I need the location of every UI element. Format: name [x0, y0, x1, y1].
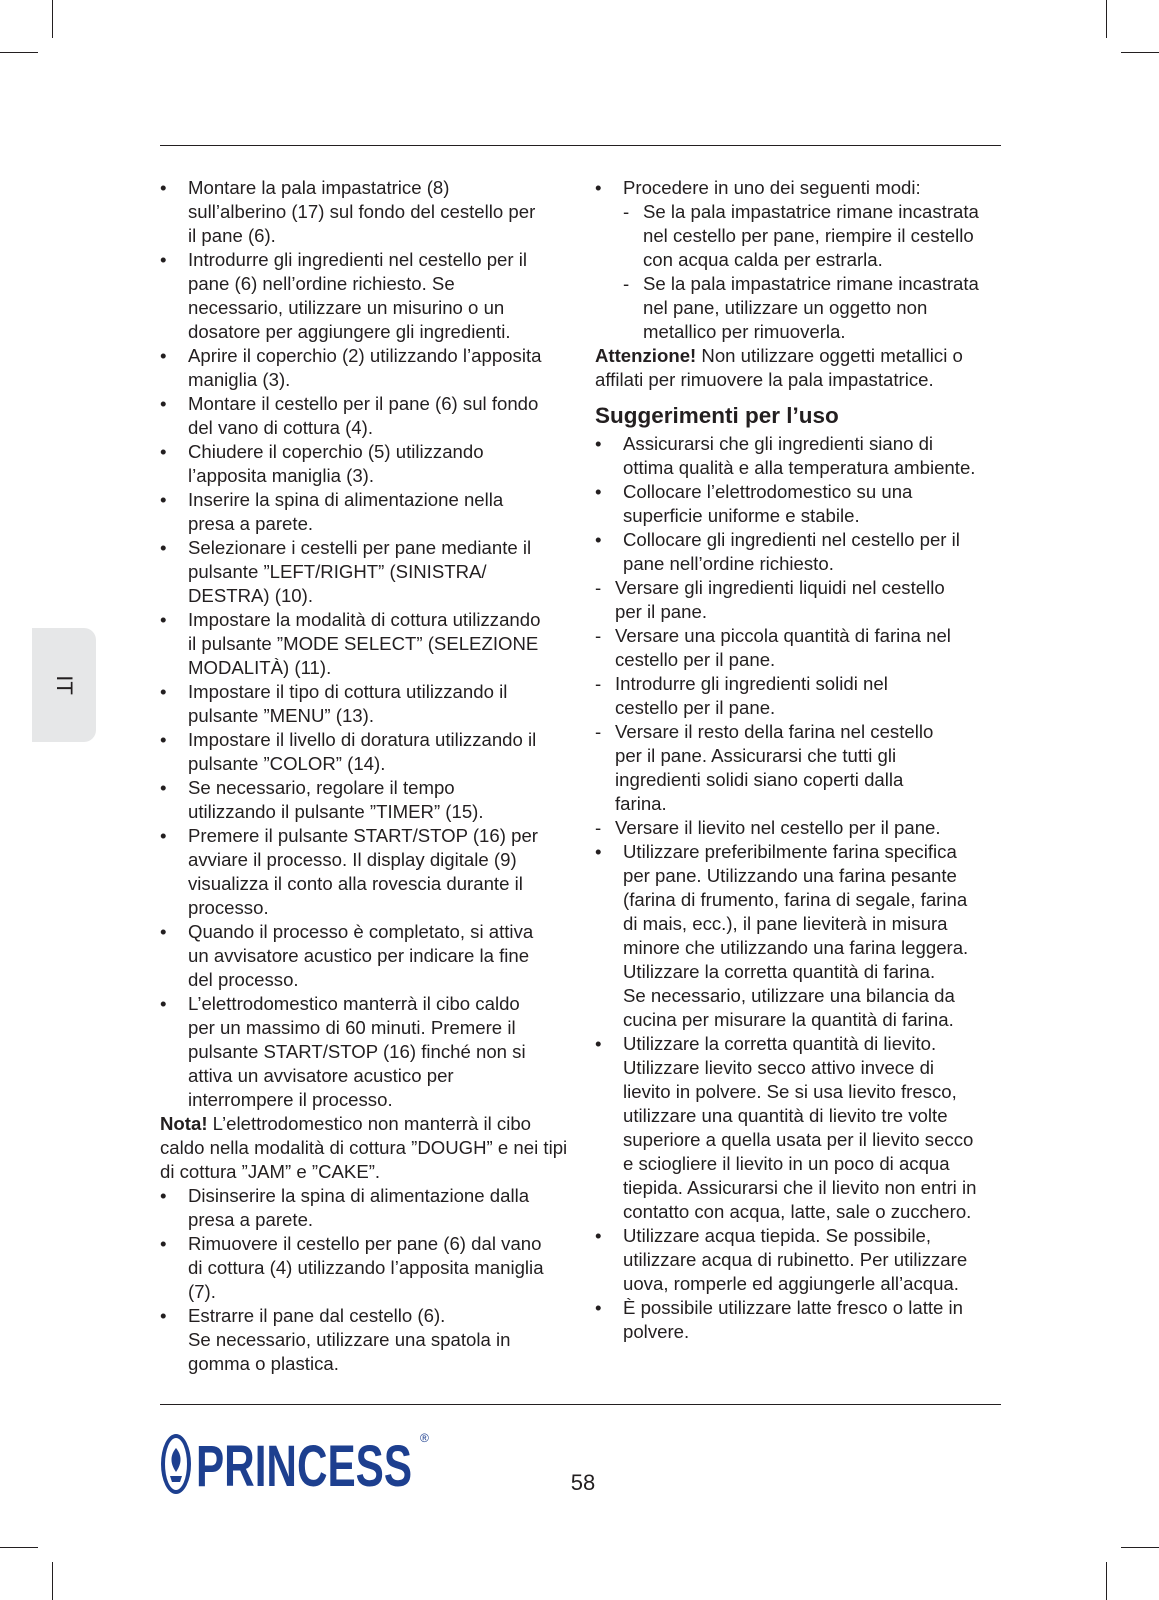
list-item: [160, 728, 570, 776]
crop-mark: [0, 1547, 38, 1548]
dash-marker: -: [595, 721, 602, 742]
warning-paragraph: [595, 344, 1005, 392]
dash-marker: -: [595, 577, 602, 598]
bullet-marker: •: [160, 921, 167, 942]
list-item-text: Versare il resto della farina nel cestello per il pane. Assicurarsi che tutti gli ingredienti solidi siano coperti dalla farina.: [615, 721, 934, 814]
list-item: [595, 480, 1005, 528]
crop-mark: [52, 0, 53, 38]
list-item-text: Introdurre gli ingredienti nel cestello per il pane (6) nell’ordine richiesto. Se necessario, utilizzare un misurino o un dosatore per aggiungere gli ingredienti.: [188, 249, 527, 342]
list-item: [160, 344, 570, 392]
sub-list-item: [595, 720, 1005, 816]
list-item: [160, 392, 570, 440]
bullet-marker: •: [160, 993, 167, 1014]
list-item-text: Procedere in uno dei seguenti modi:: [623, 177, 921, 198]
list-item-text: Quando il processo è completato, si attiva un avvisatore acustico per indicare la fine del processo.: [188, 921, 534, 990]
page-number: 58: [570, 1470, 596, 1495]
list-item-text: Versare il lievito nel cestello per il pane.: [615, 817, 941, 838]
list-item-text: Montare il cestello per il pane (6) sul fondo del vano di cottura (4).: [188, 393, 539, 438]
list-item: [160, 1304, 570, 1376]
note-paragraph: [160, 1112, 570, 1184]
list-item-text: Se la pala impastatrice rimane incastrata nel cestello per pane, riempire il cestello con acqua calda per estrarla.: [643, 201, 979, 270]
list-item-text: Impostare il livello di doratura utilizzando il pulsante ”COLOR” (14).: [188, 729, 537, 774]
list-item-text: Collocare l’elettrodomestico su una superficie uniforme e stabile.: [623, 481, 913, 526]
list-item: [160, 248, 570, 344]
list-item: [595, 1224, 1005, 1296]
bottom-rule: [160, 1404, 1001, 1405]
tips-list: [595, 432, 1005, 576]
bullet-marker: •: [160, 777, 167, 798]
list-item: [595, 528, 1005, 576]
sub-list-item: [595, 816, 1005, 840]
list-item-text: Chiudere il coperchio (5) utilizzando l’apposita maniglia (3).: [188, 441, 484, 486]
list-item-text: Impostare il tipo di cottura utilizzando il pulsante ”MENU” (13).: [188, 681, 508, 726]
warning-label: Attenzione!: [595, 345, 697, 366]
list-item-text: Estrarre il pane dal cestello (6). Se necessario, utilizzare una spatola in gomma o plastica.: [188, 1305, 511, 1374]
sub-list-item: [595, 576, 1005, 624]
dash-marker: -: [623, 201, 630, 222]
list-item: [160, 608, 570, 680]
sub-list-item: [623, 272, 1005, 344]
bullet-marker: •: [595, 177, 602, 198]
bullet-marker: •: [160, 825, 167, 846]
sub-list-item: [595, 672, 1005, 720]
list-item-text: Collocare gli ingredienti nel cestello per il pane nell’ordine richiesto.: [623, 529, 960, 574]
crop-mark: [1121, 1547, 1159, 1548]
left-column: [160, 176, 570, 1376]
bullet-marker: •: [160, 537, 167, 558]
bullet-marker: •: [595, 1297, 602, 1318]
section-heading: Suggerimenti per l’uso: [595, 403, 839, 428]
tips-sub-list: [595, 576, 1005, 840]
crown-emblem-icon: [161, 1434, 191, 1494]
list-item-text: Inserire la spina di alimentazione nella presa a parete.: [188, 489, 504, 534]
list-item: [160, 536, 570, 608]
list-item-text: Aprire il coperchio (2) utilizzando l’apposita maniglia (3).: [188, 345, 542, 390]
bullet-marker: •: [160, 249, 167, 270]
bullet-marker: •: [595, 1225, 602, 1246]
language-tab-label: IT: [52, 675, 77, 695]
dash-marker: -: [595, 673, 602, 694]
bullet-marker: •: [595, 529, 602, 550]
list-item: [160, 824, 570, 920]
dash-marker: -: [623, 273, 630, 294]
registered-mark: ®: [420, 1431, 429, 1445]
list-item-text: È possibile utilizzare latte fresco o latte in polvere.: [623, 1297, 964, 1342]
list-item-text: Premere il pulsante START/STOP (16) per avviare il processo. Il display digitale (9) visualizza il conto alla rovescia durante il processo.: [188, 825, 538, 918]
list-item-text: Versare gli ingredienti liquidi nel cestello per il pane.: [615, 577, 945, 622]
list-item: [595, 1296, 1005, 1344]
list-item-text: Selezionare i cestelli per pane mediante il pulsante ”LEFT/RIGHT” (SINISTRA/ DESTRA) (10).: [188, 537, 532, 606]
list-item-text: Impostare la modalità di cottura utilizzando il pulsante ”MODE SELECT” (SELEZIONE MODALITÀ) (11).: [188, 609, 541, 678]
list-item-text: Se necessario, regolare il tempo utilizzando il pulsante ”TIMER” (15).: [188, 777, 484, 822]
top-rule: [160, 145, 1001, 146]
bullet-marker: •: [160, 681, 167, 702]
brand-wordmark: PRINCESS: [196, 1434, 412, 1499]
princess-logo: [158, 1428, 440, 1500]
crop-mark: [1106, 0, 1107, 38]
bullet-marker: •: [160, 1305, 167, 1326]
bullet-marker: •: [160, 441, 167, 462]
crop-mark: [0, 52, 38, 53]
note-text: L’elettrodomestico non manterrà il cibo caldo nella modalità di cottura ”DOUGH” e nei tipi di cottura ”JAM” e ”CAKE”.: [160, 1113, 568, 1182]
bullet-marker: •: [595, 481, 602, 502]
list-item-text: Disinserire la spina di alimentazione dalla presa a parete.: [188, 1185, 530, 1230]
list-item-text: Rimuovere il cestello per pane (6) dal vano di cottura (4) utilizzando l’apposita maniglia (7).: [188, 1233, 544, 1302]
bullet-marker: •: [160, 177, 167, 198]
list-item: [160, 776, 570, 824]
sub-list-item: [623, 200, 1005, 272]
list-item: [160, 1184, 570, 1232]
list-item-text: Assicurarsi che gli ingredienti siano di ottima qualità e alla temperatura ambiente.: [623, 433, 976, 478]
bullet-marker: •: [160, 1233, 167, 1254]
crop-mark: [52, 1562, 53, 1600]
sub-list: [623, 200, 1005, 344]
list-item-text: Utilizzare preferibilmente farina specifica per pane. Utilizzando una farina pesante (farina di frumento, farina di segale, farina di mais, ecc.), il pane lieviterà in misura minore che utilizzando una farina leggera. Utilizzare la corretta quantità di farina. Se necessario, utilizzare una bilancia da cucina per misurare la quantità di farina.: [623, 841, 969, 1030]
note-label: Nota!: [160, 1113, 208, 1134]
list-item-text: Introdurre gli ingredienti solidi nel cestello per il pane.: [615, 673, 888, 718]
bullet-marker: •: [160, 1185, 167, 1206]
list-item: [595, 1032, 1005, 1224]
dash-marker: -: [595, 817, 602, 838]
bullet-marker: •: [160, 393, 167, 414]
list-item: [595, 840, 1005, 1032]
list-item-text: Utilizzare acqua tiepida. Se possibile, utilizzare acqua di rubinetto. Per utilizzare uova, romperle ed aggiungerle all’acqua.: [623, 1225, 968, 1294]
instruction-list: [160, 176, 570, 1112]
list-item: [160, 992, 570, 1112]
list-item: [595, 432, 1005, 480]
right-column: [595, 176, 1005, 1344]
list-item: [160, 1232, 570, 1304]
crop-mark: [1121, 52, 1159, 53]
list-item: [160, 176, 570, 248]
bullet-marker: •: [595, 433, 602, 454]
warning-text: Non utilizzare oggetti metallici o affilati per rimuovere la pala impastatrice.: [595, 345, 963, 390]
list-item-text: Montare la pala impastatrice (8) sull’alberino (17) sul fondo del cestello per il pane (6).: [188, 177, 536, 246]
bullet-marker: •: [160, 345, 167, 366]
list-item-text: L’elettrodomestico manterrà il cibo caldo per un massimo di 60 minuti. Premere il pulsante START/STOP (16) finché non si attiva un avvisatore acustico per interrompere il processo.: [188, 993, 526, 1110]
list-item: [160, 680, 570, 728]
bullet-marker: •: [595, 841, 602, 862]
bullet-marker: •: [595, 1033, 602, 1054]
crop-mark: [1106, 1562, 1107, 1600]
tips-list-continued: [595, 840, 1005, 1344]
dash-marker: -: [595, 625, 602, 646]
list-item: [160, 920, 570, 992]
bullet-marker: •: [160, 609, 167, 630]
list-item-text: Se la pala impastatrice rimane incastrata nel pane, utilizzare un oggetto non metallico per rimuoverla.: [643, 273, 979, 342]
language-tab: [32, 628, 96, 742]
list-item: [595, 176, 1005, 344]
instruction-list-continued: [160, 1184, 570, 1376]
bullet-marker: •: [160, 729, 167, 750]
sub-list-item: [595, 624, 1005, 672]
list-item: [160, 440, 570, 488]
list-item: [160, 488, 570, 536]
list-item-text: Utilizzare la corretta quantità di lievito. Utilizzare lievito secco attivo invece di lievito in polvere. Se si usa lievito fresco, utilizzare una quantità di lievito tre volte superiore a quella usata per il lievito secco e sciogliere il lievito in un poco di acqua tiepida. Assicurarsi che il lievito non entri in contatto con acqua, latte, sale o zucchero.: [623, 1033, 977, 1222]
list-item-text: Versare una piccola quantità di farina nel cestello per il pane.: [615, 625, 951, 670]
bullet-marker: •: [160, 489, 167, 510]
